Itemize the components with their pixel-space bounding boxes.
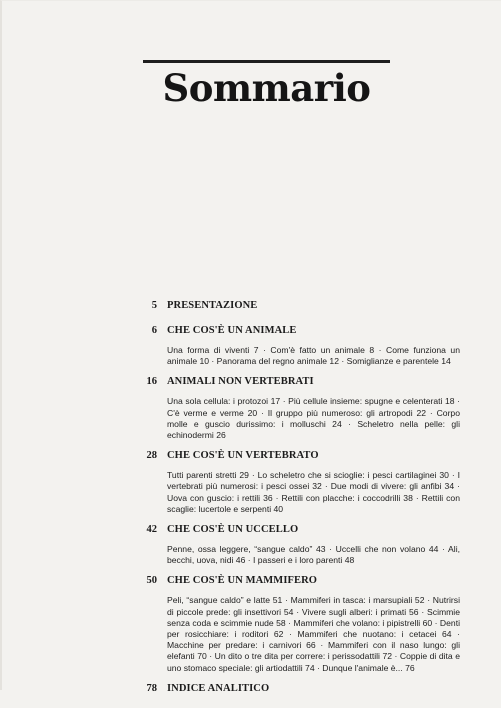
section-heading: CHE COS'È UN MAMMIFERO	[167, 575, 318, 587]
section-description: Una sola cellula: i protozoi 17 · Più cellule insieme: spugne e celenterati 18 · C'è verme e verme 20 · Il gruppo più numeroso: gli artropodi 22 · Corpo molle e guscio durissimo: i molluschi 24 · Scheletro nella pelle: gli echinodermi 26	[167, 396, 460, 441]
toc-entry-non-vertebrati	[130, 376, 460, 441]
toc-entry-indice	[130, 683, 460, 699]
toc-entry-vertebrato	[130, 450, 460, 515]
section-heading: CHE COS'È UN UCCELLO	[167, 524, 299, 536]
toc-entry-uccello	[130, 524, 460, 566]
page-number: 50	[146, 575, 157, 587]
page-number: 5	[151, 300, 157, 311]
page-number: 42	[146, 524, 157, 536]
section-description: Penne, ossa leggere, “sangue caldo” 43 · Uccelli che non volano 44 · Ali, becchi, uova, nidi 46 · I passeri e i loro parenti 48	[167, 544, 460, 566]
toc-entry-presentazione	[130, 300, 460, 316]
section-heading: INDICE ANALITICO	[167, 682, 270, 694]
toc-entry-mammifero	[130, 575, 460, 673]
page-number: 78	[146, 682, 157, 694]
page-number: 6	[151, 325, 157, 336]
section-heading: CHE COS'È UN VERTEBRATO	[167, 450, 319, 462]
section-description: Peli, “sangue caldo” e latte 51 · Mammiferi in tasca: i marsupiali 52 · Nutrirsi di piccole prede: gli insettivori 54 · Vivere sugli alberi: i primati 56 · Scimmie senza coda e scimmie nude 58 · Mammiferi che volano: i pipistrelli 60 · Denti per rosicchiare: i roditori 62 · Mammiferi che nuotano: i cetacei 64 · Macchine per predare: i carnivori 66 · Mammiferi con il naso lungo: gli elefanti 70 · Un dito o tre dita per correre: i perissodattili 72 · Coppie di dita e uno stomaco speciale: gli artiodattili 74 · Dunque l'animale è... 76	[167, 595, 460, 673]
section-heading: ANIMALI NON VERTEBRATI	[167, 376, 314, 388]
section-description: Tutti parenti stretti 29 · Lo scheletro che si scioglie: i pesci cartilaginei 30 · I vertebrati più numerosi: i pesci ossei 32 · Due modi di vivere: gli anfibi 34 · Uova con guscio: i rettili 36 · Rettili con placche: i coccodrilli 38 · Rettili con scaglie: lucertole e serpenti 40	[167, 470, 460, 514]
section-heading: CHE COS'È UN ANIMALE	[167, 325, 297, 336]
table-of-contents	[130, 300, 460, 708]
page-number: 28	[146, 450, 157, 462]
toc-entry-animale	[130, 325, 460, 367]
title-rule	[143, 60, 390, 63]
section-heading: PRESENTAZIONE	[167, 300, 258, 311]
page-number: 16	[146, 376, 157, 388]
section-description: Una forma di viventi 7 · Com'è fatto un animale 8 · Come funziona un animale 10 · Panorama del regno animale 12 · Somiglianze e parentele 14	[167, 345, 460, 367]
page-title: Sommario	[162, 66, 371, 110]
